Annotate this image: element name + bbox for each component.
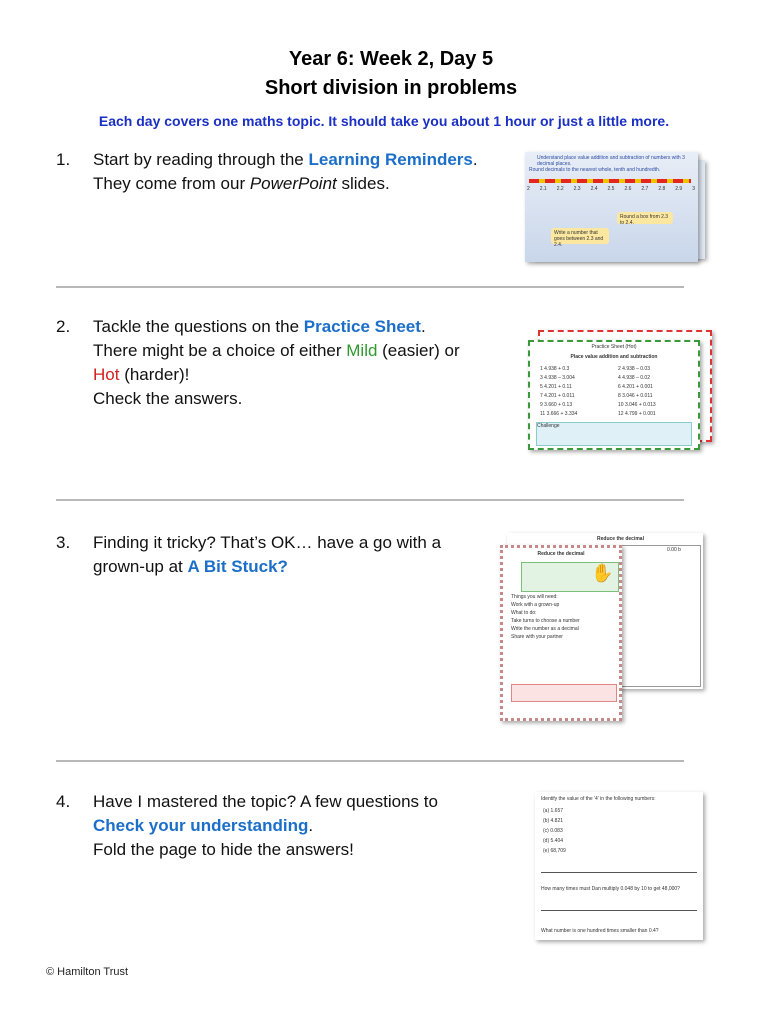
- step-text: .: [472, 150, 478, 169]
- a-bit-stuck-link[interactable]: A Bit Stuck?: [187, 557, 288, 576]
- text-line: Share with your partner: [511, 634, 563, 640]
- question: 7 4.201 + 0.011: [540, 393, 575, 399]
- tick-label: 3: [692, 186, 695, 192]
- question: How many times must Dan multiply 0.048 by 10 to get 48,000?: [541, 886, 680, 892]
- answer-line: [541, 910, 697, 911]
- right-questions: [618, 366, 693, 420]
- item: (a) 1.657: [543, 808, 564, 814]
- tip-box: [511, 684, 617, 702]
- check-items: [543, 808, 566, 858]
- question: 6 4.201 + 0.001: [618, 384, 653, 390]
- text-line: Write the number as a decimal: [511, 626, 579, 632]
- tick-label: 2.3: [573, 186, 581, 192]
- question: 3 4.938 – 3.004: [540, 375, 575, 381]
- check-understanding-link[interactable]: Check your understanding: [93, 816, 309, 835]
- divider: [56, 499, 684, 501]
- step-2-text: [93, 315, 460, 411]
- practice-sheet-link[interactable]: Practice Sheet: [303, 317, 421, 336]
- step-4-text: [93, 790, 438, 862]
- question: 9 3.660 + 0.13: [540, 402, 573, 408]
- item: (d) 5.404: [543, 838, 564, 844]
- question: 2 4.938 – 0.03: [618, 366, 650, 372]
- step-text: (easier) or: [377, 341, 460, 360]
- step-text: grown-up at: [93, 557, 188, 576]
- tick-label: 2: [527, 186, 530, 192]
- tick-label: 2.7: [641, 186, 649, 192]
- left-questions: [540, 366, 610, 420]
- thumb-heading: Place value addition and subtraction: [570, 354, 658, 360]
- question: 5 4.201 + 0.11: [540, 384, 572, 390]
- tick-label: 2.2: [556, 186, 564, 192]
- hands-icon: ✋: [591, 563, 614, 583]
- callout-box: Write a number that goes between 2.3 and 2.4.: [551, 228, 609, 244]
- number-line: [529, 179, 691, 183]
- number-line-ticks: [527, 186, 695, 192]
- step-number: 4.: [56, 792, 71, 811]
- thumb-subheading: Round decimals to the nearest whole, tenth and hundredth.: [529, 167, 661, 173]
- item: (b) 4.821: [543, 818, 564, 824]
- challenge-box: Challenge: [536, 422, 692, 446]
- page-subtitle: Short division in problems: [264, 77, 518, 99]
- divider: [56, 760, 684, 762]
- step-text: slides.: [336, 174, 390, 193]
- learning-reminders-thumbnail[interactable]: [525, 152, 698, 262]
- thumb-heading: Reduce the decimal: [537, 551, 585, 557]
- step-text: Have I mastered the topic? A few questions to: [93, 792, 438, 811]
- question: 4 4.938 – 0.02: [618, 375, 650, 381]
- tick-label: 2.6: [624, 186, 632, 192]
- step-text: .: [308, 816, 314, 835]
- practice-sheet-thumbnail[interactable]: [528, 340, 700, 450]
- step-text: Check the answers.: [93, 389, 243, 408]
- step-text: There might be a choice of either: [93, 341, 347, 360]
- intro-text: Each day covers one maths topic. It should take you about 1 hour or just a little more.: [98, 113, 670, 129]
- step-number: 2.: [56, 317, 71, 336]
- copyright-footer: © Hamilton Trust: [46, 966, 129, 978]
- powerpoint-text: PowerPoint: [249, 174, 337, 193]
- thumb-heading: Understand place value addition and subtraction of numbers with 3 decimal places.: [537, 155, 685, 167]
- question: 11 3.666 + 3.334: [540, 411, 578, 417]
- check-understanding-thumbnail[interactable]: [535, 792, 703, 940]
- question: 1 4.938 + 0.3: [540, 366, 570, 372]
- question: 10 3.046 + 0.013: [618, 402, 656, 408]
- text-line: Take turns to choose a number: [511, 618, 580, 624]
- stuck-lines: [511, 594, 615, 642]
- callout-box: Round a box from 2.3 to 2.4.: [617, 212, 673, 224]
- thumb-top: Practice Sheet (Hot): [591, 344, 637, 350]
- mild-label: Mild: [346, 341, 378, 360]
- item: (c) 0.083: [543, 828, 563, 834]
- tick-label: 2.1: [539, 186, 547, 192]
- question: 8 3.046 + 0.011: [618, 393, 653, 399]
- hot-label: Hot: [93, 365, 120, 384]
- question: 12 4.799 + 0.001: [618, 411, 656, 417]
- step-text: They come from our: [93, 174, 250, 193]
- question: What number is one hundred times smaller than 0.4?: [541, 928, 659, 934]
- step-text: Fold the page to hide the answers!: [93, 840, 354, 859]
- a-bit-stuck-thumbnail[interactable]: [500, 545, 622, 721]
- step-text: .: [420, 317, 426, 336]
- step-1-text: [93, 148, 478, 196]
- divider: [56, 286, 684, 288]
- step-number: 3.: [56, 533, 71, 552]
- tick-label: 2.9: [675, 186, 683, 192]
- text-line: Work with a grown-up: [511, 602, 560, 608]
- step-text: Finding it tricky? That’s OK… have a go with a: [93, 533, 442, 552]
- table-header: 0.00 b: [667, 547, 681, 553]
- page-title: Year 6: Week 2, Day 5: [288, 48, 494, 70]
- thumb-heading: Reduce the decimal: [597, 536, 644, 542]
- answer-line: [541, 872, 697, 873]
- item: (e) 68,709: [543, 848, 566, 854]
- step-text: (harder)!: [119, 365, 190, 384]
- tick-label: 2.8: [658, 186, 666, 192]
- learning-reminders-link[interactable]: Learning Reminders: [308, 150, 473, 169]
- step-text: Start by reading through the: [93, 150, 309, 169]
- tick-label: 2.5: [607, 186, 615, 192]
- text-line: What to do:: [511, 610, 537, 616]
- question: Identify the value of the '4' in the following numbers:: [541, 796, 656, 802]
- text-line: Things you will need:: [511, 594, 558, 600]
- tick-label: 2.4: [590, 186, 598, 192]
- step-3-text: [93, 531, 441, 579]
- step-text: Tackle the questions on the: [93, 317, 304, 336]
- step-number: 1.: [56, 150, 71, 169]
